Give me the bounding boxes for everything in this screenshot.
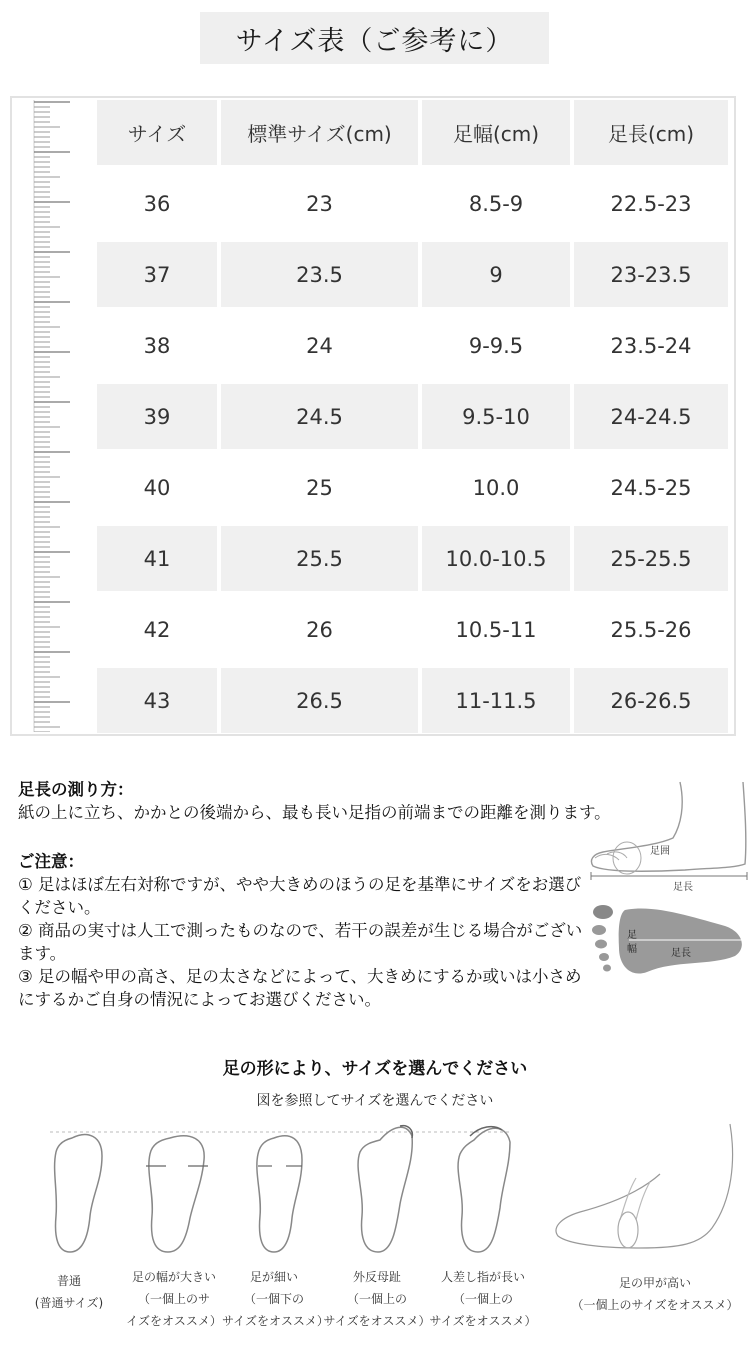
cell-length: 25.5-26 bbox=[610, 617, 692, 642]
cell-length: 25-25.5 bbox=[574, 526, 728, 591]
sole-length-label: 足長 bbox=[671, 948, 691, 959]
measure-text: 紙の上に立ち、かかとの後端から、最も長い足指の前端までの距離を測ります。 bbox=[18, 803, 611, 822]
cell-width: 9.5-10 bbox=[422, 384, 570, 449]
table-row bbox=[97, 384, 732, 449]
table-row bbox=[97, 597, 732, 662]
notes-section bbox=[18, 850, 593, 1011]
foot-width-label-2: 幅 bbox=[627, 944, 637, 955]
table-row bbox=[97, 171, 732, 236]
cell-width: 8.5-9 bbox=[468, 191, 524, 216]
header-foot-width: 足幅(cm) bbox=[422, 100, 570, 165]
bunion-foot-icon bbox=[358, 1126, 412, 1252]
cell-width: 9 bbox=[422, 242, 570, 307]
shapes-title: 足の形により、サイズを選んでください bbox=[222, 1059, 528, 1079]
cell-length: 23-23.5 bbox=[574, 242, 728, 307]
foot-side-illustration bbox=[585, 780, 750, 898]
cell-size: 43 bbox=[97, 668, 217, 733]
foot-sole-illustration bbox=[585, 900, 750, 982]
caption-long-toe: 人差し指が長い （一個上の サイズをオススメ） bbox=[429, 1270, 537, 1328]
measure-instructions bbox=[18, 778, 658, 824]
table-row bbox=[97, 526, 732, 591]
narrow-foot-icon bbox=[257, 1136, 302, 1252]
cell-width: 10.5-11 bbox=[455, 617, 537, 642]
cell-width: 9-9.5 bbox=[468, 333, 524, 358]
cell-standard: 26.5 bbox=[221, 668, 418, 733]
note-item: ② 商品の実寸は人工で測ったものなので、若干の誤差が生じる場合がございます。 bbox=[18, 921, 583, 963]
normal-foot-icon bbox=[55, 1135, 102, 1252]
table-row bbox=[97, 668, 732, 733]
table-row bbox=[97, 313, 732, 378]
cell-length: 26-26.5 bbox=[574, 668, 728, 733]
wide-foot-icon bbox=[146, 1136, 208, 1252]
foot-shapes-illustration bbox=[40, 1120, 750, 1270]
cell-standard: 25.5 bbox=[221, 526, 418, 591]
cell-size: 41 bbox=[97, 526, 217, 591]
cell-size: 36 bbox=[143, 191, 171, 216]
shapes-subtitle: 図を参照してサイズを選んでください bbox=[256, 1093, 494, 1109]
cell-standard: 23.5 bbox=[221, 242, 418, 307]
high-instep-foot-icon bbox=[556, 1124, 733, 1248]
page-title: サイズ表（ご参考に） bbox=[200, 12, 549, 64]
note-item: ① 足はほぼ左右対称ですが、やや大きめのほうの足を基準にサイズをお選びください。 bbox=[18, 875, 582, 917]
cell-standard: 24.5 bbox=[221, 384, 418, 449]
cell-size: 37 bbox=[97, 242, 217, 307]
table-header-row bbox=[97, 100, 732, 165]
caption-narrow: 足が細い （一個下の サイズをオススメ） bbox=[222, 1270, 329, 1328]
caption-wide: 足の幅が大きい （一個上のサ イズをオススメ） bbox=[126, 1270, 222, 1328]
notes-heading: ご注意： bbox=[18, 852, 84, 871]
cell-size: 38 bbox=[143, 333, 171, 358]
table-row bbox=[97, 242, 732, 307]
cell-size: 42 bbox=[143, 617, 171, 642]
caption-high-instep: 足の甲が高い （一個上のサイズをオススメ） bbox=[571, 1276, 739, 1312]
header-foot-length: 足長(cm) bbox=[574, 100, 728, 165]
caption-bunion: 外反母趾 （一個上の サイズをオススメ） bbox=[323, 1270, 431, 1328]
foot-length-label: 足長 bbox=[673, 882, 693, 893]
cell-standard: 23 bbox=[306, 191, 333, 216]
cell-length: 22.5-23 bbox=[610, 191, 692, 216]
caption-normal: 普通 (普通サイズ) bbox=[34, 1274, 104, 1310]
cell-size: 39 bbox=[97, 384, 217, 449]
note-item: ③ 足の幅や甲の高さ、足の太さなどによって、大きめにするか或いは小さめにするかご自身の情況によってお選びください。 bbox=[18, 967, 582, 1009]
size-table bbox=[97, 100, 732, 739]
cell-length: 23.5-24 bbox=[610, 333, 692, 358]
cell-length: 24.5-25 bbox=[610, 475, 692, 500]
header-standard-size: 標準サイズ(cm) bbox=[221, 100, 418, 165]
cell-standard: 26 bbox=[306, 617, 333, 642]
cell-width: 10.0 bbox=[472, 475, 520, 500]
cell-width: 11-11.5 bbox=[422, 668, 570, 733]
measure-heading: 足長の測り方： bbox=[18, 780, 134, 799]
foot-girth-label: 足囲 bbox=[650, 846, 670, 857]
header-size: サイズ bbox=[97, 100, 217, 165]
cell-length: 24-24.5 bbox=[574, 384, 728, 449]
table-row bbox=[97, 455, 732, 520]
cell-size: 40 bbox=[143, 475, 171, 500]
long-toe-foot-icon bbox=[458, 1127, 510, 1252]
cell-standard: 24 bbox=[306, 333, 333, 358]
cell-width: 10.0-10.5 bbox=[422, 526, 570, 591]
ruler-graphic bbox=[30, 100, 75, 732]
cell-standard: 25 bbox=[306, 475, 333, 500]
foot-width-label-1: 足 bbox=[627, 930, 637, 941]
